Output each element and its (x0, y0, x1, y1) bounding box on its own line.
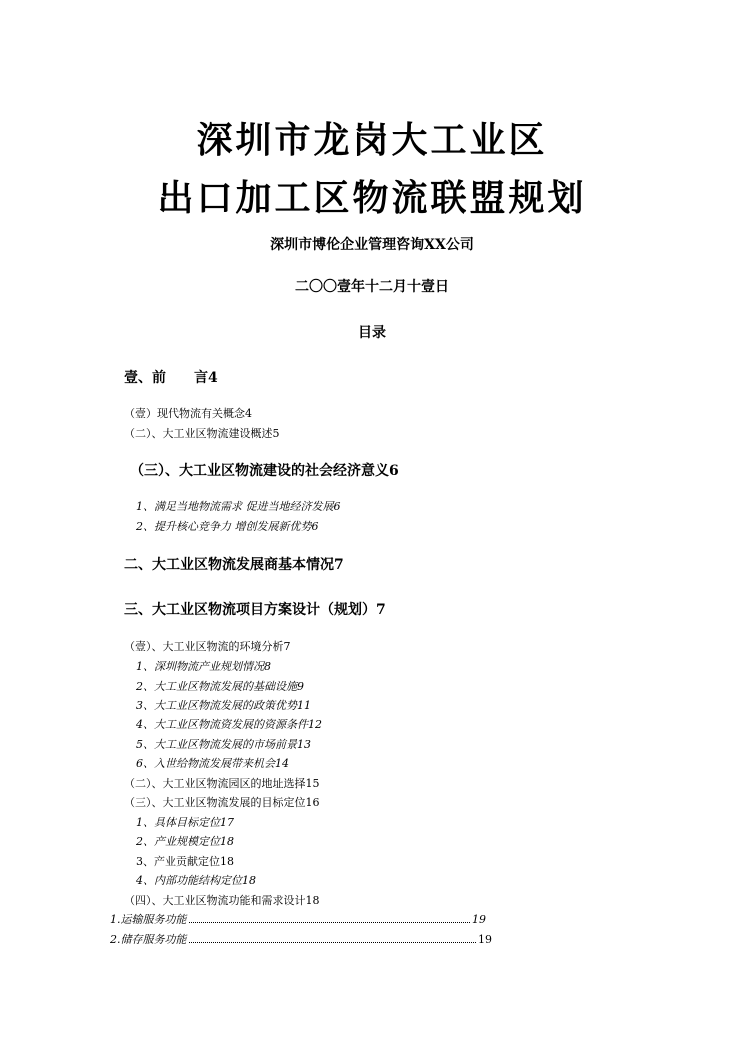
toc-entry-function-demand-design: （四）、大工业区物流功能和需求设计18 (124, 894, 320, 907)
toc-entry-project-design: 三、大工业区物流项目方案设计（规划）7 (124, 602, 386, 618)
document-date: 二〇〇壹年十二月十壹日 (295, 279, 449, 295)
toc-entry-developer-overview: 二、大工业区物流发展商基本情况7 (124, 557, 344, 573)
toc-entry-resource-conditions: 4、大工业区物流资发展的资源条件12 (136, 718, 322, 731)
toc-entry-infrastructure: 2、大工业区物流发展的基础设施9 (136, 680, 304, 693)
toc-entry-storage-services (110, 931, 492, 947)
toc-entry-site-selection: （二）、大工业区物流园区的地址选择15 (124, 777, 320, 790)
document-title-line-2: 出口加工区物流联盟规划 (157, 177, 587, 219)
toc-entry-preface: 壹、前 言4 (124, 370, 218, 386)
toc-entry-page: 19 (472, 913, 486, 926)
toc-entry-environment-analysis: （壹）、大工业区物流的环境分析7 (124, 640, 291, 653)
document-title-line-1: 深圳市龙岗大工业区 (196, 119, 548, 161)
dot-leader (189, 921, 471, 923)
toc-entry-socioeconomic-significance: （三）、大工业区物流建设的社会经济意义6 (130, 463, 399, 479)
toc-entry-local-demand: 1、满足当地物流需求 促进当地经济发展6 (136, 500, 341, 513)
toc-heading: 目录 (358, 325, 386, 341)
toc-entry-specific-targets: 1、具体目标定位17 (136, 816, 234, 829)
toc-entry-label: 1.运输服务功能 (110, 913, 187, 926)
toc-entry-market-prospects: 5、大工业区物流发展的市场前景13 (136, 738, 311, 751)
toc-entry-industry-contribution: 3、产业贡献定位18 (136, 855, 234, 868)
company-name: 深圳市博伦企业管理咨询XX公司 (270, 237, 474, 253)
dot-leader (189, 941, 477, 943)
toc-entry-page: 19 (478, 933, 492, 946)
toc-entry-modern-logistics-concepts: （壹）现代物流有关概念4 (124, 407, 252, 420)
toc-entry-policy-advantages: 3、大工业区物流发展的政策优势11 (136, 699, 311, 712)
toc-entry-shenzhen-planning: 1、深圳物流产业规划情况8 (136, 660, 271, 673)
toc-entry-transport-services (110, 911, 486, 927)
toc-entry-logistics-overview: （二）、大工业区物流建设概述5 (124, 427, 280, 440)
toc-entry-internal-structure: 4、内部功能结构定位18 (136, 874, 256, 887)
toc-entry-core-competitiveness: 2、提升核心竞争力 增创发展新优势6 (136, 520, 319, 533)
toc-entry-target-positioning: （三）、大工业区物流发展的目标定位16 (124, 796, 320, 809)
toc-entry-label: 2.储存服务功能 (110, 933, 187, 946)
toc-entry-wto-opportunities: 6、入世给物流发展带来机会14 (136, 757, 289, 770)
toc-entry-industry-scale: 2、产业规模定位18 (136, 835, 234, 848)
